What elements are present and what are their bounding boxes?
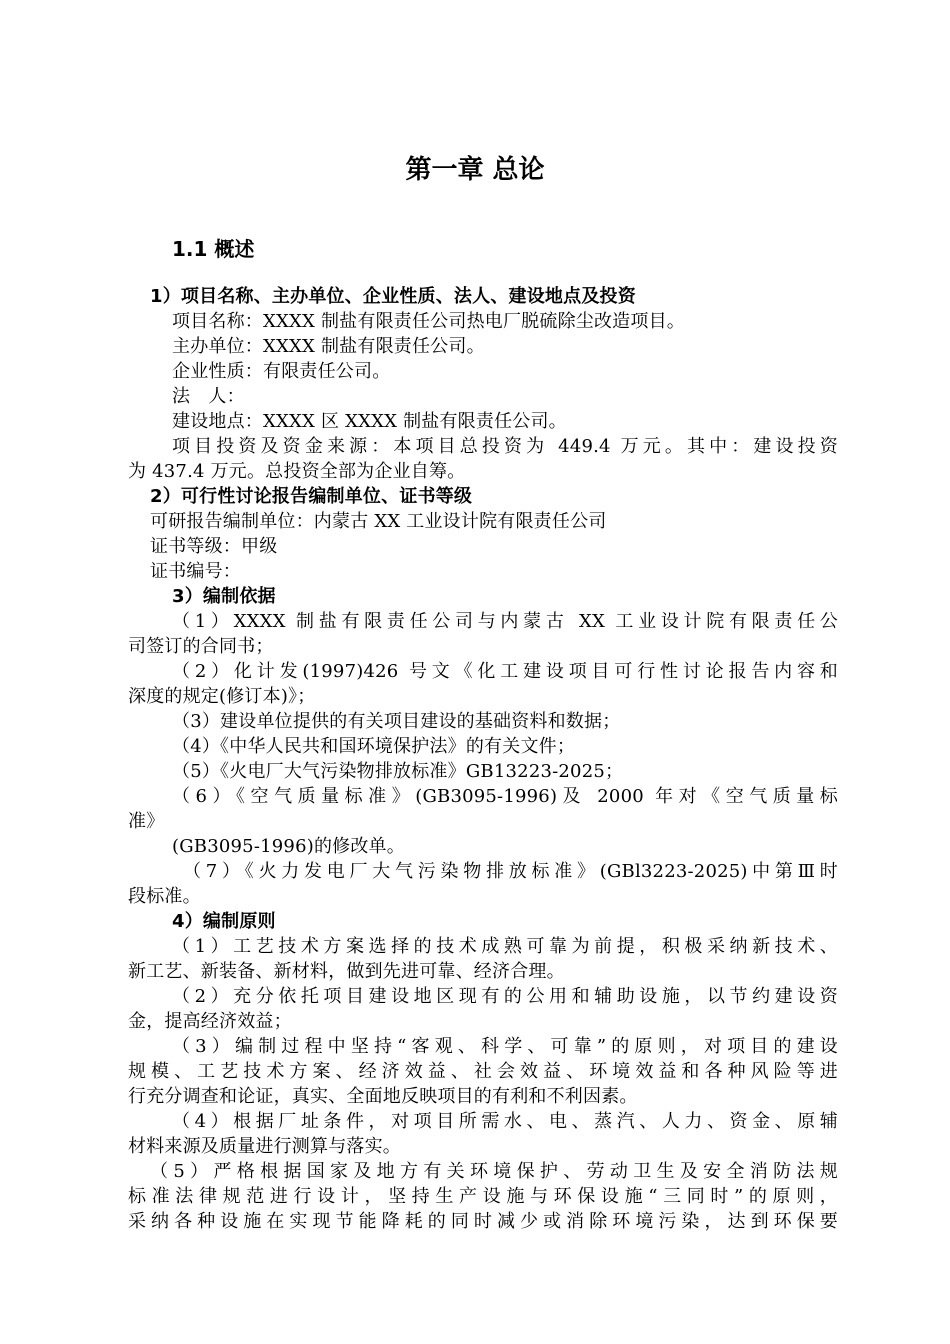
- paragraph-line: 段标准。: [128, 886, 201, 907]
- subheading-basis: 3）编制依据: [172, 586, 276, 607]
- paragraph-line: （3）建设单位提供的有关项目建设的基础资料和数据；: [172, 711, 621, 732]
- subheading-project-info: 1）项目名称、主办单位、企业性质、法人、建设地点及投资: [150, 286, 636, 307]
- paragraph-line: 法 人：: [172, 386, 245, 407]
- paragraph-line: 企业性质：有限责任公司。: [172, 361, 391, 382]
- paragraph-line: 标准法律规范进行设计，坚持生产设施与环保设施“三同时”的原则，: [128, 1186, 838, 1207]
- paragraph-line: （3）编制过程中坚持“客观、科学、可靠”的原则，对项目的建设: [172, 1036, 838, 1057]
- document-body: [128, 284, 838, 1234]
- paragraph-line: 规模、工艺技术方案、经济效益、社会效益、环境效益和各种风险等进: [128, 1061, 838, 1082]
- chapter-title: 第一章 总论: [405, 155, 545, 185]
- paragraph-line: 深度的规定(修订本)》；: [128, 686, 316, 707]
- paragraph-line: 准》: [128, 811, 165, 832]
- paragraph-line: （2）充分依托项目建设地区现有的公用和辅助设施，以节约建设资: [172, 986, 838, 1007]
- paragraph-line: 项目名称：XXXX 制盐有限责任公司热电厂脱硫除尘改造项目。: [172, 311, 685, 332]
- section-heading: 1.1 概述: [172, 237, 255, 261]
- paragraph-line: （4）根据厂址条件，对项目所需水、电、蒸汽、人力、资金、原辅: [172, 1111, 838, 1132]
- paragraph-line: （6）《空气质量标准》(GB3095-1996)及 2000 年对《空气质量标: [172, 786, 838, 807]
- paragraph-line: 新工艺、新装备、新材料，做到先进可靠、经济合理。: [128, 961, 565, 982]
- paragraph-line: （4）《中华人民共和国环境保护法》的有关文件；: [172, 736, 576, 757]
- paragraph-line: 证书编号：: [150, 561, 241, 582]
- paragraph-line: 主办单位：XXXX 制盐有限责任公司。: [172, 336, 485, 357]
- paragraph-line: （1）工艺技术方案选择的技术成熟可靠为前提，积极采纳新技术、: [172, 936, 838, 957]
- paragraph-line: （5）严格根据国家及地方有关环境保护、劳动卫生及安全消防法规: [150, 1161, 838, 1182]
- paragraph-line: 为 437.4 万元。总投资全部为企业自筹。: [128, 461, 466, 482]
- paragraph-line: 行充分调查和论证，真实、全面地反映项目的有利和不利因素。: [128, 1086, 638, 1107]
- paragraph-line: 材料来源及质量进行测算与落实。: [128, 1136, 401, 1157]
- paragraph-line: （5）《火电厂大气污染物排放标准》GB13223-2025；: [172, 761, 624, 782]
- paragraph-line: 金，提高经济效益；: [128, 1011, 292, 1032]
- subheading-report-unit: 2）可行性讨论报告编制单位、证书等级: [150, 486, 473, 507]
- paragraph-line: (GB3095-1996)的修改单。: [172, 836, 405, 857]
- paragraph-line: 证书等级：甲级: [150, 536, 278, 557]
- paragraph-line: 司签订的合同书；: [128, 636, 274, 657]
- paragraph-line: 采纳各种设施在实现节能降耗的同时减少或消除环境污染，达到环保要: [128, 1211, 838, 1232]
- paragraph-line: 项目投资及资金来源：本项目总投资为 449.4 万元。其中：建设投资: [172, 436, 838, 457]
- paragraph-line: （2）化计发(1997)426 号文《化工建设项目可行性讨论报告内容和: [172, 661, 838, 682]
- paragraph-line: （7）《火力发电厂大气污染物排放标准》(GBl3223-2025)中第Ⅲ时: [183, 861, 838, 882]
- subheading-principles: 4）编制原则: [172, 911, 276, 932]
- paragraph-line: 可研报告编制单位：内蒙古 XX 工业设计院有限责任公司: [150, 511, 607, 532]
- paragraph-line: 建设地点：XXXX 区 XXXX 制盐有限责任公司。: [172, 411, 567, 432]
- paragraph-line: （1）XXXX 制盐有限责任公司与内蒙古 XX 工业设计院有限责任公: [172, 611, 838, 632]
